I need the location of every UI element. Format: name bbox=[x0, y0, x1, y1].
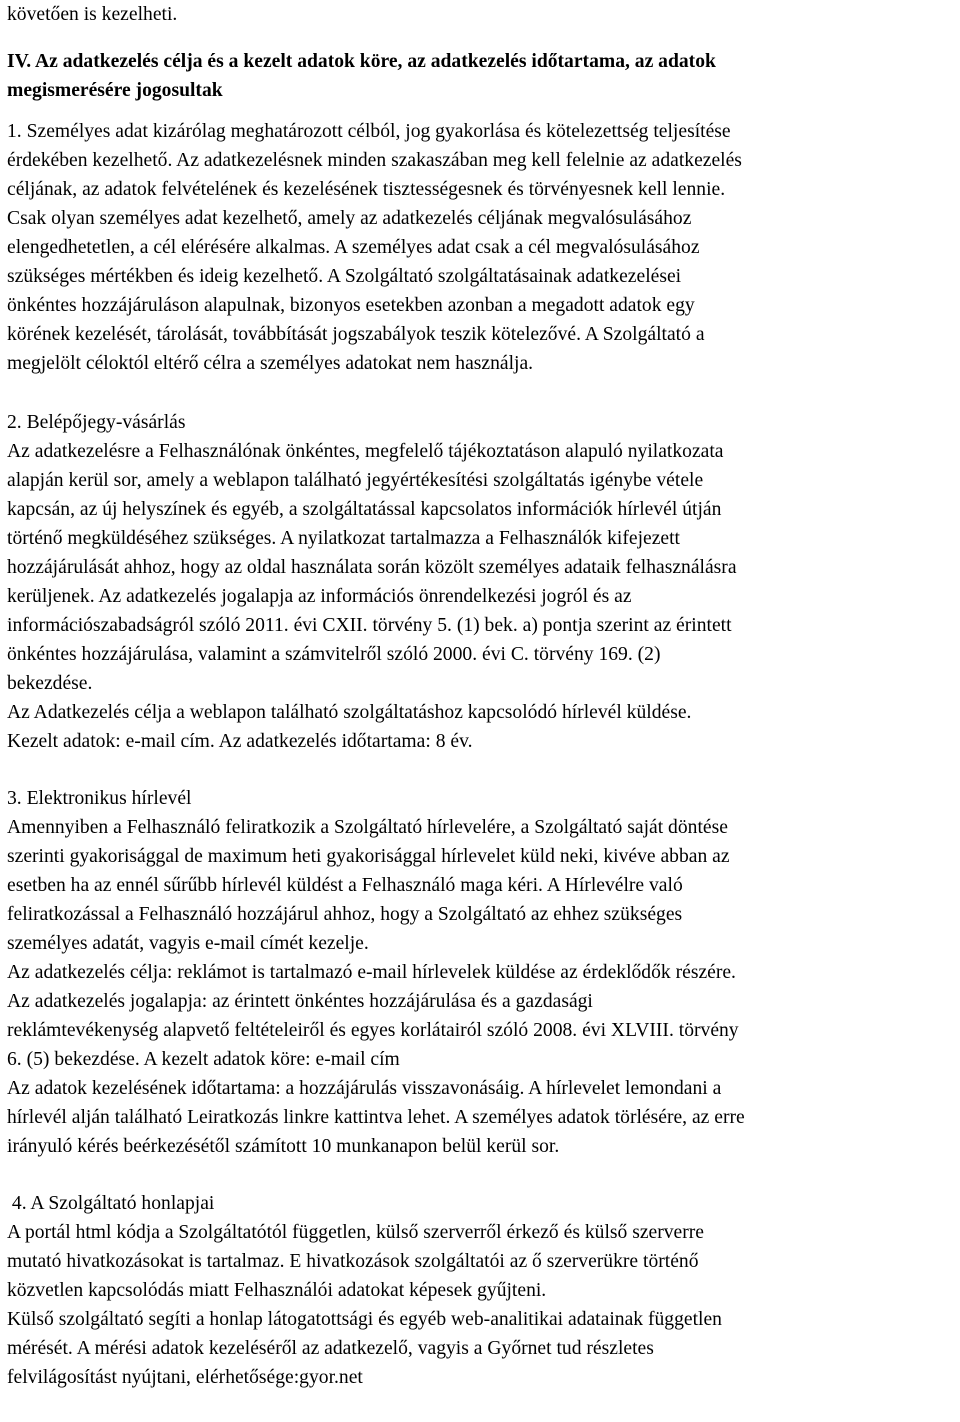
paragraph-line: feliratkozással a Felhasználó hozzájárul ahhoz, hogy a Szolgáltató az ehhez szükséges bbox=[7, 904, 683, 925]
paragraph-line: közvetlen kapcsolódás miatt Felhasználói adatokat képesek gyűjteni. bbox=[7, 1280, 547, 1301]
paragraph-line: kapcsán, az új helyszínek és egyéb, a szolgáltatással kapcsolatos információk hírlevél útján bbox=[7, 499, 722, 520]
paragraph-line: személyes adatát, vagyis e-mail címét kezelje. bbox=[7, 933, 369, 954]
paragraph-line: esetben ha az ennél sűrűbb hírlevél küldést a Felhasználó maga kéri. A Hírlevélre való bbox=[7, 875, 683, 896]
paragraph-line: Az adatkezelés célja: reklámot is tartalmazó e-mail hírlevelek küldése az érdeklődők részére. bbox=[7, 962, 736, 983]
part-2-title: 2. Belépőjegy-vásárlás bbox=[7, 412, 186, 433]
section-heading-line: megismerésére jogosultak bbox=[7, 80, 223, 101]
paragraph-line: Az adatkezelés jogalapja: az érintett önkéntes hozzájárulása és a gazdasági bbox=[7, 991, 593, 1012]
paragraph-line: mutató hivatkozásokat is tartalmaz. E hivatkozások szolgáltatói az ő szerverükre történő bbox=[7, 1251, 699, 1272]
section-heading-line: IV. Az adatkezelés célja és a kezelt adatok köre, az adatkezelés időtartama, az adatok bbox=[7, 51, 716, 72]
paragraph-line: alapján kerül sor, amely a weblapon található jegyértékesítési szolgáltatás igénybe vétele bbox=[7, 470, 704, 491]
paragraph-line: irányuló kérés beérkezésétől számított 10 munkanapon belül kerül sor. bbox=[7, 1136, 560, 1157]
paragraph-line: érdekében kezelhető. Az adatkezelésnek minden szakaszában meg kell felelnie az adatkezelés bbox=[7, 150, 742, 171]
paragraph-line: elengedhetetlen, a cél elérésére alkalmas. A személyes adat csak a cél megvalósulásához bbox=[7, 237, 700, 258]
paragraph-line: hírlevél alján található Leiratkozás linkre kattintva lehet. A személyes adatok törlésére, az erre bbox=[7, 1107, 745, 1128]
part-1-paragraph bbox=[7, 117, 955, 378]
section-heading bbox=[7, 47, 955, 105]
paragraph-line: mérését. A mérési adatok kezeléséről az adatkezelő, vagyis a Győrnet tud részletes bbox=[7, 1338, 654, 1359]
part-4-section bbox=[7, 1189, 955, 1392]
spacer bbox=[7, 1161, 955, 1189]
paragraph-line: Az adatkezelésre a Felhasználónak önkéntes, megfelelő tájékoztatáson alapuló nyilatkozata bbox=[7, 441, 724, 462]
spacer bbox=[7, 378, 955, 408]
paragraph-line: történő megküldéséhez szükséges. A nyilatkozat tartalmazza a Felhasználók kifejezett bbox=[7, 528, 680, 549]
part-3-title: 3. Elektronikus hírlevél bbox=[7, 788, 192, 809]
spacer bbox=[7, 105, 955, 117]
part-4-title: 4. A Szolgáltató honlapjai bbox=[7, 1193, 215, 1214]
paragraph-line: A portál html kódja a Szolgáltatótól független, külső szerverről érkező és külső szerverre bbox=[7, 1222, 704, 1243]
paragraph-line: 6. (5) bekezdése. A kezelt adatok köre: e-mail cím bbox=[7, 1049, 400, 1070]
paragraph-line: Az adatok kezelésének időtartama: a hozzájárulás visszavonásáig. A hírlevelet lemondani a bbox=[7, 1078, 722, 1099]
part-2-section bbox=[7, 408, 955, 756]
paragraph-line: megjelölt céloktól eltérő célra a személyes adatokat nem használja. bbox=[7, 353, 534, 374]
paragraph-line: felvilágosítást nyújtani, elérhetősége:gyor.net bbox=[7, 1367, 363, 1388]
paragraph-line: körének kezelését, tárolását, továbbítását jogszabályok teszik kötelezővé. A Szolgáltató a bbox=[7, 324, 705, 345]
paragraph-line: hozzájárulását ahhoz, hogy az oldal használata során közölt személyes adataik felhasználásra bbox=[7, 557, 737, 578]
part-3-section bbox=[7, 784, 955, 1161]
document-page bbox=[7, 0, 955, 1392]
paragraph-line: Az Adatkezelés célja a weblapon található szolgáltatáshoz kapcsolódó hírlevél küldése. bbox=[7, 702, 692, 723]
paragraph-line: bekezdése. bbox=[7, 673, 93, 694]
paragraph-line: céljának, az adatok felvételének és kezelésének tisztességesnek és törvényesnek kell lennie. bbox=[7, 179, 726, 200]
paragraph-line: önkéntes hozzájáruláson alapulnak, bizonyos esetekben azonban a megadott adatok egy bbox=[7, 295, 695, 316]
intro-line: követően is kezelheti. bbox=[7, 4, 178, 25]
paragraph-line: Külső szolgáltató segíti a honlap látogatottsági és egyéb web-analitikai adatainak független bbox=[7, 1309, 722, 1330]
paragraph-line: szükséges mértékben és ideig kezelhető. A Szolgáltató szolgáltatásainak adatkezelései bbox=[7, 266, 682, 287]
spacer bbox=[7, 29, 955, 47]
paragraph-line: Amennyiben a Felhasználó feliratkozik a Szolgáltató hírlevelére, a Szolgáltató saját döntése bbox=[7, 817, 728, 838]
paragraph-line: kerüljenek. Az adatkezelés jogalapja az információs önrendelkezési jogról és az bbox=[7, 586, 632, 607]
paragraph-line: szerinti gyakorisággal de maximum heti gyakorisággal hírlevelet küld neki, kivéve abban az bbox=[7, 846, 730, 867]
paragraph-line: önkéntes hozzájárulása, valamint a számvitelről szóló 2000. évi C. törvény 169. (2) bbox=[7, 644, 661, 665]
paragraph-line: Kezelt adatok: e-mail cím. Az adatkezelés időtartama: 8 év. bbox=[7, 731, 473, 752]
paragraph-line: Csak olyan személyes adat kezelhető, amely az adatkezelés céljának megvalósulásához bbox=[7, 208, 692, 229]
paragraph-line: információszabadságról szóló 2011. évi CXII. törvény 5. (1) bek. a) pontja szerint az érintett bbox=[7, 615, 732, 636]
spacer bbox=[7, 756, 955, 784]
paragraph-line: 1. Személyes adat kizárólag meghatározott célból, jog gyakorlása és kötelezettség teljesítése bbox=[7, 121, 731, 142]
paragraph-line: reklámtevékenység alapvető feltételeiről és egyes korlátairól szóló 2008. évi XLVIII. törvény bbox=[7, 1020, 739, 1041]
